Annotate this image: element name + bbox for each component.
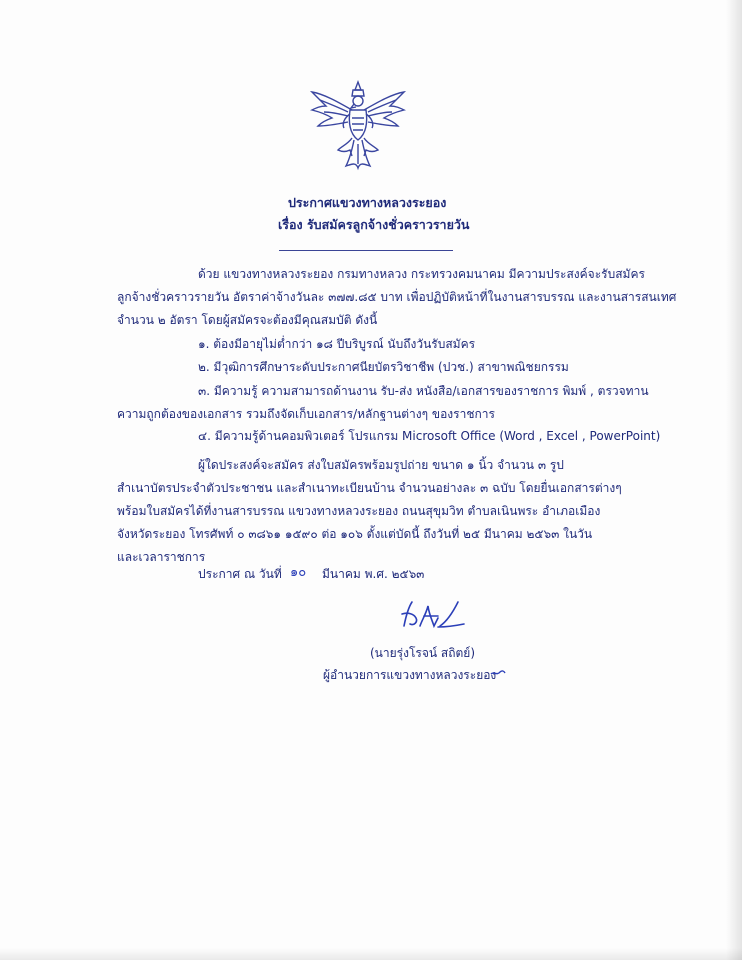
handwritten-mark (490, 668, 506, 678)
signatory-name: (นายรุ่งโรจน์ สถิตย์) (370, 646, 475, 660)
intro-line: ลูกจ้างชั่วคราวรายวัน อัตราค่าจ้างวันละ ๓๗๗.๘๕ บาท เพื่อปฏิบัติหน้าที่ในงานสารบรรณ และงานสารสนเทศ (117, 290, 677, 304)
intro-line: ด้วย แขวงทางหลวงระยอง กรมทางหลวง กระทรวงคมนาคม มีความประสงค์จะรับสมัคร (198, 267, 645, 281)
signatory-position: ผู้อำนวยการแขวงทางหลวงระยอง (323, 668, 497, 682)
application-line: จังหวัดระยอง โทรศัพท์ ๐ ๓๘๖๑ ๑๕๙๐ ต่อ ๑๐๖ ตั้งแต่บัดนี้ ถึงวันที่ ๒๕ มีนาคม ๒๕๖๓ ในวัน (117, 527, 593, 541)
garuda-emblem-icon (308, 80, 408, 172)
title-divider (279, 250, 453, 251)
qualification-item: ๓. มีความรู้ ความสามารถด้านงาน รับ-ส่ง หนังสือ/เอกสารของราชการ พิมพ์ , ตรวจทาน (198, 384, 649, 398)
page-bottom-shadow (0, 948, 742, 960)
application-line: และเวลาราชการ (117, 550, 206, 564)
announcement-date-prefix: ประกาศ ณ วันที่ (198, 567, 282, 581)
intro-line: จำนวน ๒ อัตรา โดยผู้สมัครจะต้องมีคุณสมบัติ ดังนี้ (117, 313, 378, 327)
qualification-item-continued: ความถูกต้องของเอกสาร รวมถึงจัดเก็บเอกสาร/หลักฐานต่างๆ ของราชการ (117, 407, 495, 421)
document-subject: เรื่อง รับสมัครลูกจ้างชั่วคราวรายวัน (278, 217, 470, 232)
qualification-item: ๔. มีความรู้ด้านคอมพิวเตอร์ โปรแกรม Microsoft Office (Word , Excel , PowerPoint) (198, 429, 661, 443)
page-edge-shadow (726, 0, 742, 960)
application-line: พร้อมใบสมัครได้ที่งานสารบรรณ แขวงทางหลวงระยอง ถนนสุขุมวิท ตำบลเนินพระ อำเภอเมือง (117, 504, 601, 518)
qualification-item: ๒. มีวุฒิการศึกษาระดับประกาศนียบัตรวิชาชีพ (ปวช.) สาขาพณิชยกรรม (198, 360, 569, 374)
application-line: สำเนาบัตรประจำตัวประชาชน และสำเนาทะเบียนบ้าน จำนวนอย่างละ ๓ ฉบับ โดยยื่นเอกสารต่างๆ (117, 481, 622, 495)
announcement-day-handwritten: ๑๐ (290, 565, 307, 580)
application-line: ผู้ใดประสงค์จะสมัคร ส่งใบสมัครพร้อมรูปถ่าย ขนาด ๑ นิ้ว จำนวน ๓ รูป (198, 458, 564, 472)
qualification-item: ๑. ต้องมีอายุไม่ต่ำกว่า ๑๘ ปีบริบูรณ์ นับถึงวันรับสมัคร (198, 337, 476, 351)
handwritten-signature (398, 596, 468, 632)
announcement-month-year: มีนาคม พ.ศ. ๒๕๖๓ (322, 567, 425, 581)
document-title: ประกาศแขวงทางหลวงระยอง (288, 195, 447, 210)
